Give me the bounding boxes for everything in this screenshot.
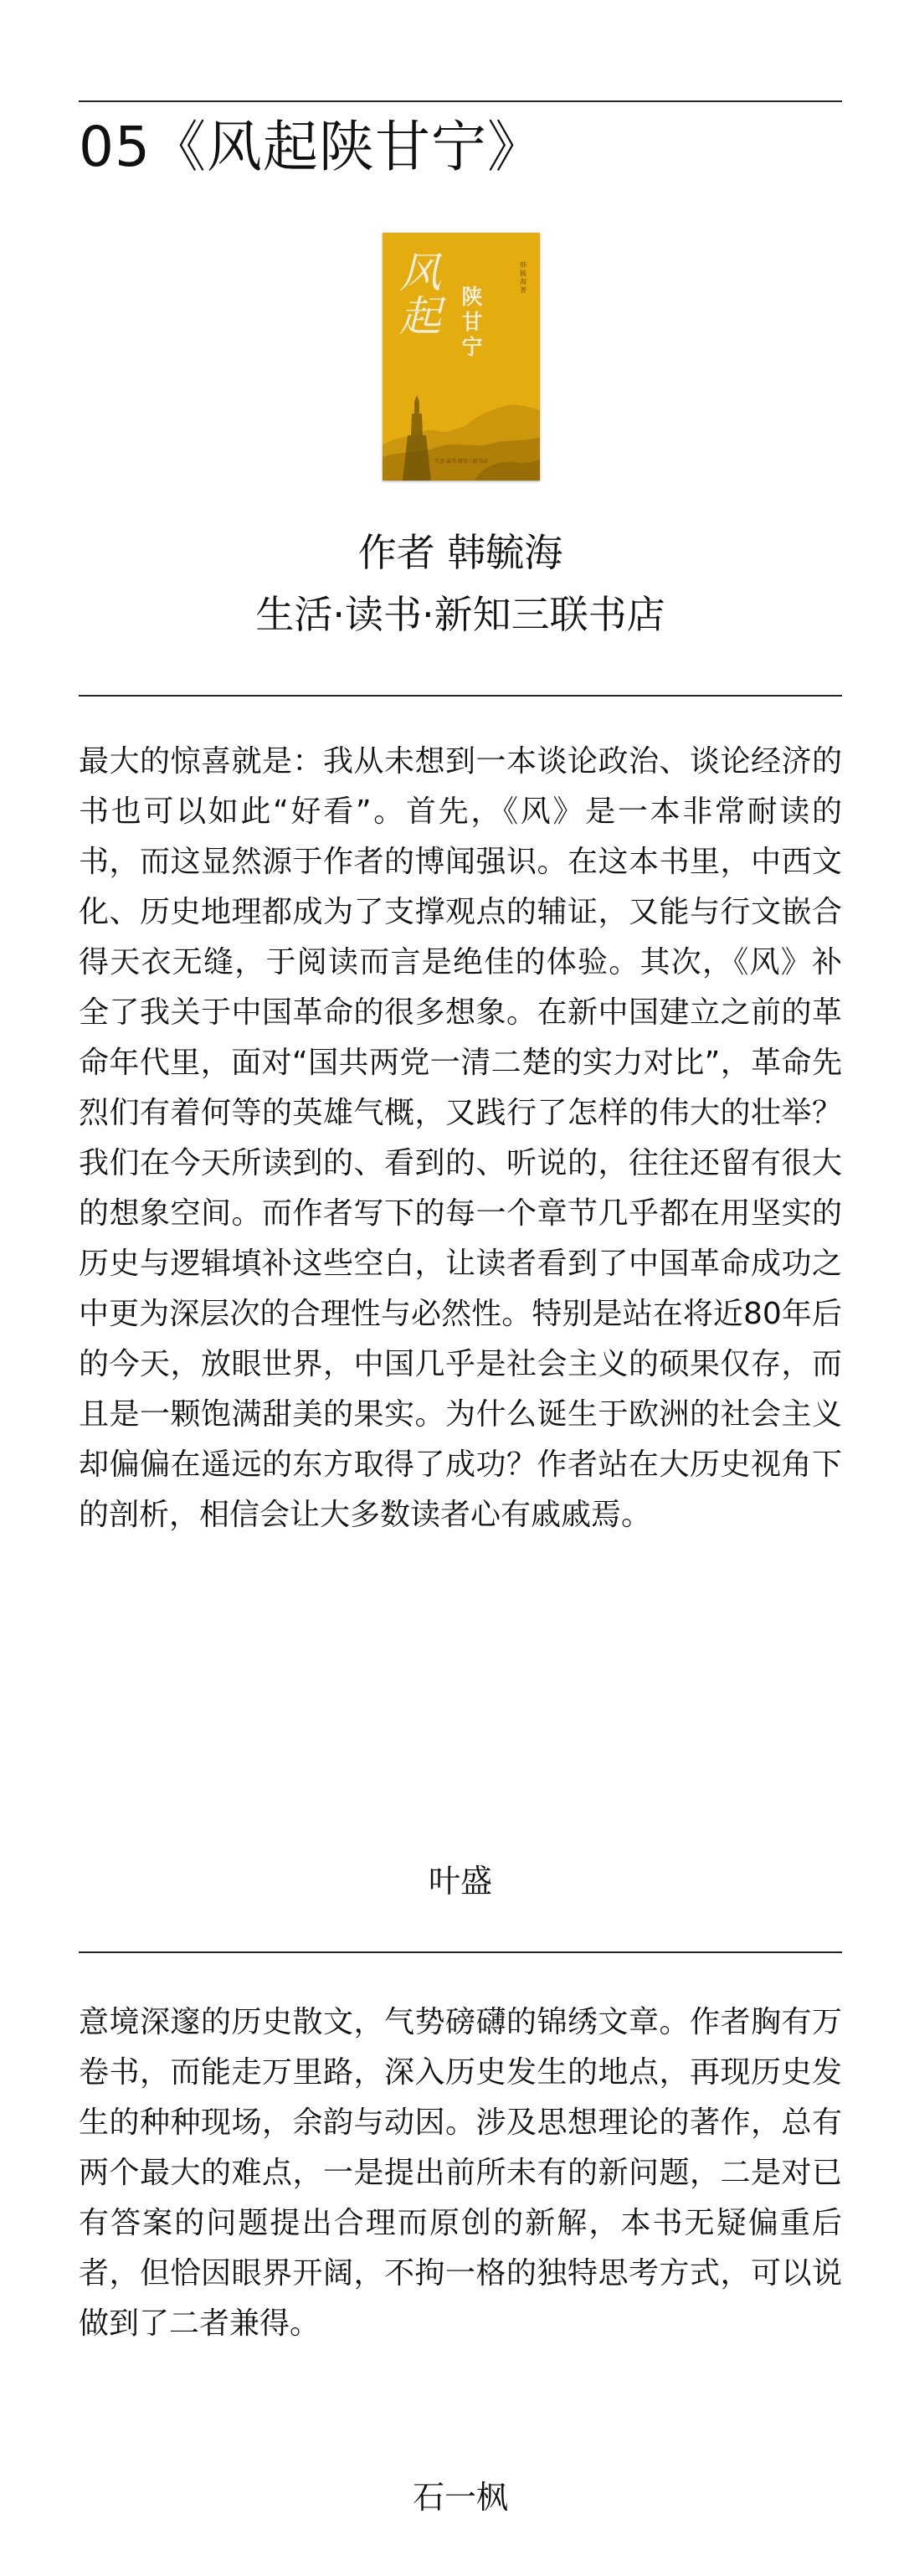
review-2-signature: 石一枫 (412, 2479, 508, 2516)
cover-author: 韩毓海 著 (520, 261, 526, 294)
cover-brush-title: 风起 (399, 249, 441, 341)
review-1-signature: 叶盛 (428, 1863, 492, 1900)
book-cover (383, 233, 540, 481)
review-1-text: 最大的惊喜就是：我从未想到一本谈论政治、谈论经济的书也可以如此“好看”。首先，《风》是一本非常耐读的书，而这显然源于作者的博闻强识。在这本书里，中西文化、历史地理都成为了支撑观点的辅证，又能与行文嵌合得天衣无缝，于阅读而言是绝佳的体验。其次，《风》补全了我关于中国革命的很多想象。在新中国建立之前的革命年代里，面对“国共两党一清二楚的实力对比”，革命先烈们有着何等的英雄气概，又践行了怎样的伟大的壮举？我们在今天所读到的、看到的、听说的，往往还留有很大的想象空间。而作者写下的每一个章节几乎都在用坚实的历史与逻辑填补这些空白，让读者看到了中国革命成功之中更为深层次的合理性与必然性。特别是站在将近80年后的今天，放眼世界，中国几乎是社会主义的硕果仅存，而且是一颗饱满甜美的果实。为什么诞生于欧洲的社会主义却偏偏在遥远的东方取得了成功？作者站在大历史视角下的剖析，相信会让大多数读者心有戚戚焉。 (79, 744, 842, 1532)
publisher-line: 生活·读书·新知三联书店 (255, 592, 665, 637)
cover-vertical-title: 陕甘宁 (461, 285, 483, 359)
divider-2 (79, 1951, 842, 1953)
page-title: 05《风起陕甘宁》 (79, 115, 543, 179)
cover-publisher: 生活·读书·新知三联书店 (434, 459, 488, 465)
top-rule (79, 100, 842, 102)
review-2-text: 意境深邃的历史散文，气势磅礴的锦绣文章。作者胸有万卷书，而能走万里路，深入历史发生的地点，再现历史发生的种种现场，余韵与动因。涉及思想理论的著作，总有两个最大的难点，一是提出前所未有的新问题，二是对已有答案的问题提出合理而原创的新解，本书无疑偏重后者，但恰因眼界开阔，不拘一格的独特思考方式，可以说做到了二者兼得。 (79, 2005, 842, 2341)
author-line: 作者 韩毓海 (357, 530, 563, 575)
divider-1 (79, 695, 842, 697)
